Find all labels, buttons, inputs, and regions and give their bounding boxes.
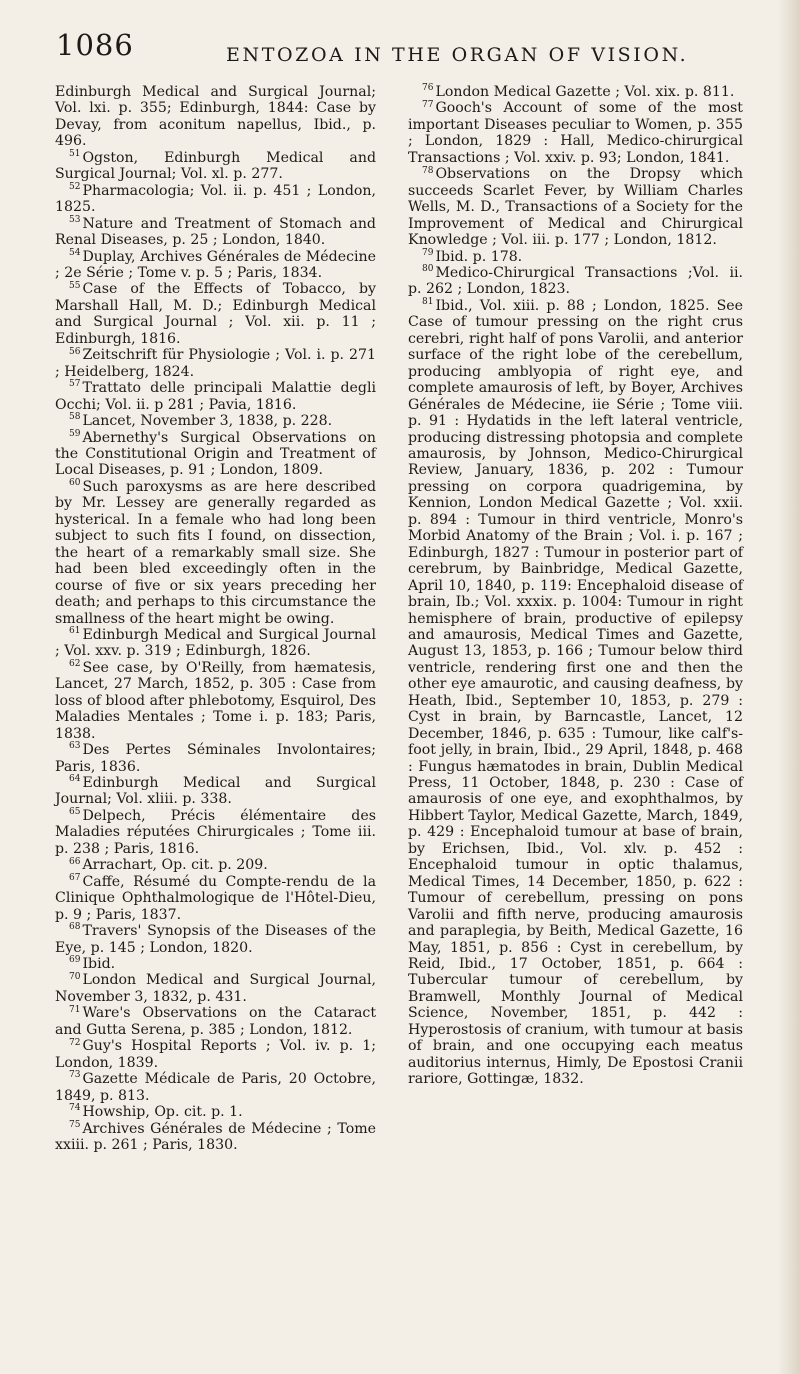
footnote-text: Archives Générales de Médecine ; Tome xxiii. p. 261 ; Paris, 1830.	[55, 1120, 376, 1153]
footnote-number: 59	[69, 428, 81, 439]
footnote-text: Edinburgh Medical and Surgical Journal ; Vol. xxv. p. 319 ; Edinburgh, 1826.	[55, 626, 376, 660]
footnote	[55, 183, 376, 216]
footnote-number: 61	[69, 626, 81, 637]
footnote	[55, 660, 376, 742]
footnote	[55, 857, 376, 873]
footnote-number: 55	[69, 280, 81, 291]
footnote	[55, 1121, 376, 1154]
footnote	[408, 265, 743, 298]
footnote-text: Guy's Hospital Reports ; Vol. iv. p. 1; London, 1839.	[55, 1038, 376, 1071]
footnote-text: Ogston, Edinburgh Medical and Surgical Journal; Vol. xl. p. 277.	[55, 149, 376, 183]
footnote-text: Ibid., Vol. xiii. p. 88 ; London, 1825. See Case of tumour pressing on the right crus cerebri, right half of pons Varolii, and anterior surface of the right lobe of the cerebellum, producing amblyopia of right eye, and complete amaurosis of left, by Boyer, Archives Générales de Médecine, iie Série ; Tome viii. p. 91 : Hydatids in the left lateral ventricle, producing distressing photopsia and complete amaurosis, by Johnson, Medico-Chirurgical Review, January, 1836, p. 202 : Tumour pressing on corpora quadrigemina, by Kennion, London Medical Gazette ; Vol. xxii. p. 894 : Tumour in third ventricle, Monro's Morbid Anatomy of the Brain ; Vol. i. p. 167 ; Edinburgh, 1827 : Tumour in posterior part of cerebrum, by Bainbridge, Medical Gazette, April 10, 1840, p. 119: Encephaloid disease of brain, Ib.; Vol. xxxix. p. 1004: Tumour in right hemisphere of brain, productive of epilepsy and amaurosis, Medical Times and Gazette, August 13, 1853, p. 166 ; Tumour below third ventricle, rendering first one and then the other eye amaurotic, and causing deafness, by Heath, Ibid., September 10, 1853, p. 279 : Cyst in brain, by Barncastle, Lancet, 12 December, 1846, p. 635 : Tumour, like calf's-foot jelly, in brain, Ibid., 29 April, 1848, p. 468 : Fungus hæmatodes in brain, Dublin Medical Press, 11 October, 1848, p. 230 : Case of amaurosis of one eye, and exophthalmos, by Hibbert Taylor, Medical Gazette, March, 1849, p. 429 : Encephaloid tumour at base of brain, by Erichsen, Ibid., Vol. xlv. p. 452 : Encephaloid tumour in optic thalamus, Medical Times, 14 December, 1850, p. 622 : Tumour of cerebellum, pressing on pons Varolii and fifth nerve, producing amaurosis and paraplegia, by Beith, Medical Gazette, 16 May, 1851, p. 856 : Cyst in cerebellum, by Reid, Ibid., 17 October, 1851, p. 664 : Tubercular tumour of cerebellum, by Bramwell, Monthly Journal of Medical Science, November, 1851, p. 442 : Hyperostosis of cranium, with tumour at basis of brain, and one occupying each meatus auditorius internus, Himly, De Epostosi Cranii rariore, Gottingæ, 1832.	[408, 297, 743, 1088]
footnote-number: 67	[69, 873, 81, 884]
footnote-text: Gazette Médicale de Paris, 20 Octobre, 1849, p. 813.	[55, 1071, 376, 1104]
footnote	[408, 84, 743, 100]
footnote-text: Ibid.	[82, 956, 116, 973]
footnote	[55, 430, 376, 479]
footnote-text: Ware's Observations on the Cataract and Gutta Serena, p. 385 ; London, 1812.	[55, 1005, 376, 1038]
footnote-text: Des Pertes Séminales Involontaires; Paris, 1836.	[55, 742, 376, 775]
running-title: ENTOZOA IN THE ORGAN OF VISION.	[226, 44, 689, 66]
footnote-number: 64	[69, 774, 81, 785]
footnote-number: 57	[69, 379, 81, 390]
footnote-number: 74	[69, 1103, 81, 1114]
footnote-text: Duplay, Archives Générales de Médecine ; 2e Série ; Tome v. p. 5 ; Paris, 1834.	[55, 248, 376, 281]
footnote	[55, 1005, 376, 1038]
footnote	[55, 627, 376, 660]
footnote	[55, 1038, 376, 1071]
footnote-text: Observations on the Dropsy which succeeds Scarlet Fever, by William Charles Wells, M. D., Transactions of a Society for the Improvement of Medical and Chirurgical Knowledge ; Vol. iii. p. 177 ; London, 1812.	[408, 166, 743, 249]
footnote-number: 60	[69, 478, 81, 489]
footnote	[408, 100, 743, 166]
footnote-text: Trattato delle principali Malattie degli Occhi; Vol. ii. p 281 ; Pavia, 1816.	[55, 380, 376, 413]
footnote-number: 69	[69, 955, 81, 966]
footnote-number: 56	[69, 346, 81, 357]
footnote-text: Pharmacologia; Vol. ii. p. 451 ; London, 1825.	[55, 182, 376, 216]
footnote-text: Case of the Effects of Tobacco, by Marshall Hall, M. D.; Edinburgh Medical and Surgical Journal ; Vol. xii. p. 11 ; Edinburgh, 1816.	[55, 281, 376, 347]
footnote	[55, 956, 376, 972]
footnote-number: 77	[422, 99, 434, 110]
footnote-number: 70	[69, 971, 81, 982]
footnote	[55, 775, 376, 808]
footnote	[408, 298, 743, 1088]
page-edge-shadow	[778, 0, 800, 1374]
footnote-text: Edinburgh Medical and Surgical Journal; Vol. xliii. p. 338.	[55, 775, 376, 808]
footnote-number: 68	[69, 922, 81, 933]
footnote-number: 73	[69, 1070, 81, 1081]
footnote	[55, 479, 376, 627]
footnote-number: 62	[69, 659, 81, 670]
footnote	[55, 742, 376, 775]
footnote	[55, 249, 376, 282]
footnote	[408, 166, 743, 248]
footnote-number: 66	[69, 856, 81, 867]
footnote-text: Delpech, Précis élémentaire des Maladies réputées Chirurgicales ; Tome iii. p. 238 ; Paris, 1816.	[55, 807, 376, 857]
footnote	[55, 923, 376, 956]
footnote-number: 80	[422, 264, 434, 275]
footnote	[55, 150, 376, 183]
footnote-number: 76	[422, 83, 434, 94]
footnote-number: 58	[69, 412, 81, 423]
footnote-text: Gooch's Account of some of the most important Diseases peculiar to Women, p. 355 ; London, 1829 : Hall, Medico-chirurgical Transactions ; Vol. xxiv. p. 93; London, 1841.	[408, 100, 743, 166]
footnote-text: London Medical and Surgical Journal, November 3, 1832, p. 431.	[55, 972, 376, 1005]
footnote	[55, 413, 376, 429]
footnote-text: Medico-Chirurgical Transactions ;Vol. ii. p. 262 ; London, 1823.	[408, 264, 743, 298]
footnote-text: Edinburgh Medical and Surgical Journal; Vol. lxi. p. 355; Edinburgh, 1844: Case by Devay, from aconitum napellus, Ibid., p. 496.	[55, 84, 376, 150]
footnote-text: Ibid. p. 178.	[435, 248, 523, 265]
right-footnote-column	[408, 84, 743, 1088]
footnote-number: 63	[69, 741, 81, 752]
footnote-number: 81	[422, 297, 434, 308]
footnote-text: Such paroxysms as are here described by Mr. Lessey are generally regarded as hysterical. In a female who had long been subject to such fits I found, on dissection, the heart of a remarkably small size. She had been bled exceedingly often in the course of five or six years preceding her death; and perhaps to this circumstance the smallness of the heart might be owing.	[55, 478, 376, 627]
footnote-text: Travers' Synopsis of the Diseases of the Eye, p. 145 ; London, 1820.	[55, 923, 376, 956]
footnote	[55, 347, 376, 380]
footnote	[55, 380, 376, 413]
footnote-number: 79	[422, 247, 434, 258]
footnote	[55, 808, 376, 857]
footnote	[408, 249, 743, 265]
footnote	[55, 216, 376, 249]
footnote-number: 75	[69, 1119, 81, 1130]
footnote-text: Abernethy's Surgical Observations on the Constitutional Origin and Treatment of Local Diseases, p. 91 ; London, 1809.	[55, 429, 376, 479]
footnote-text: London Medical Gazette ; Vol. xix. p. 811.	[435, 84, 735, 100]
footnote	[55, 972, 376, 1005]
footnote-number: 51	[69, 149, 81, 160]
footnote-number: 54	[69, 247, 81, 258]
footnote	[55, 1071, 376, 1104]
page-number: 1086	[56, 28, 134, 62]
left-footnote-column	[55, 84, 376, 1153]
footnote-number: 72	[69, 1037, 81, 1048]
footnote-text: Howship, Op. cit. p. 1.	[82, 1104, 243, 1121]
footnote-number: 53	[69, 214, 81, 225]
footnote-text: Arrachart, Op. cit. p. 209.	[82, 857, 268, 874]
page-header	[56, 28, 776, 76]
footnote-number: 71	[69, 1004, 81, 1015]
footnote-text: Nature and Treatment of Stomach and Renal Diseases, p. 25 ; London, 1840.	[55, 215, 376, 249]
footnote-text: Zeitschrift für Physiologie ; Vol. i. p. 271 ; Heidelberg, 1824.	[55, 347, 376, 380]
footnote-number: 52	[69, 182, 81, 192]
footnote	[55, 281, 376, 347]
footnote-number: 78	[422, 165, 434, 176]
footnote-text: See case, by O'Reilly, from hæmatesis, Lancet, 27 March, 1852, p. 305 : Case from loss of blood after phlebotomy, Esquirol, Des Maladies Mentales ; Tome i. p. 183; Paris, 1838.	[55, 659, 376, 742]
footnote-text: Caffe, Résumé du Compte-rendu de la Clinique Ophthalmologique de l'Hôtel-Dieu, p. 9 ; Paris, 1837.	[55, 873, 376, 923]
footnote	[55, 1104, 376, 1120]
footnote-text: Lancet, November 3, 1838, p. 228.	[82, 413, 333, 430]
footnote	[55, 84, 376, 150]
footnote	[55, 874, 376, 923]
footnote-number: 65	[69, 807, 81, 818]
